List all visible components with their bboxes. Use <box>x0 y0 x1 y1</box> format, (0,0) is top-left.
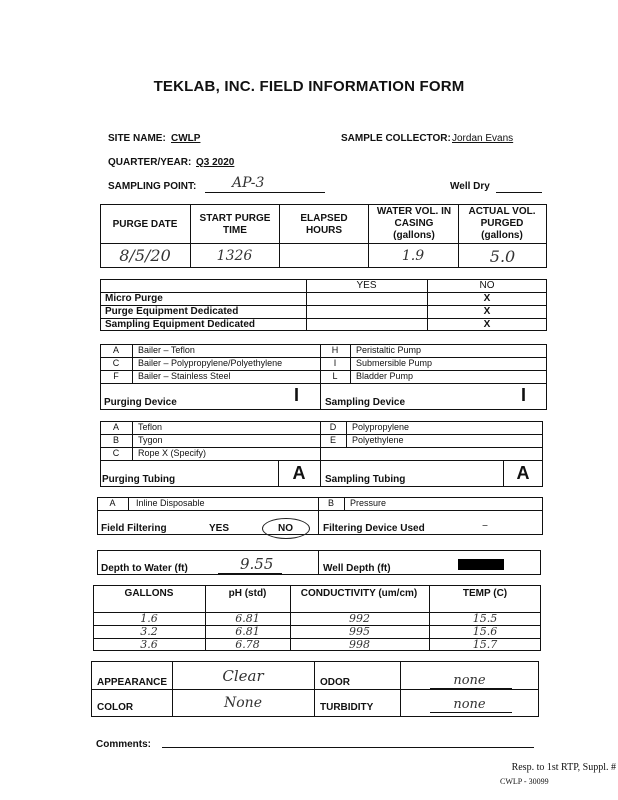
sampling-point-label: SAMPLING POINT: <box>108 181 197 192</box>
footer-line-1: Resp. to 1st RTP, Suppl. # <box>511 762 616 773</box>
device-code-divider-left <box>132 344 133 383</box>
readings-cell: 6.81 <box>235 625 260 638</box>
readings-header-gallons: GALLONS <box>124 588 174 599</box>
sample-collector-label: SAMPLE COLLECTOR: <box>341 133 451 144</box>
device-code: C <box>112 358 120 368</box>
depth-to-water-value: 9.55 <box>240 555 274 573</box>
readings-cell: 1.6 <box>140 612 158 625</box>
filtering-code-divider-left <box>128 497 129 510</box>
purge-header-actual: ACTUAL VOL. PURGED (gallons) <box>468 206 536 241</box>
readings-cell: 3.2 <box>140 625 158 638</box>
sampling-device-label: Sampling Device <box>325 397 406 408</box>
readings-cell: 995 <box>349 625 370 638</box>
purge-header-start: START PURGE TIME <box>199 213 271 236</box>
odor-value: none <box>453 673 486 688</box>
readings-cell: 6.81 <box>235 612 260 625</box>
filter-option-b-code: B <box>327 498 334 508</box>
sampling-tubing-label: Sampling Tubing <box>325 474 406 485</box>
device-name: Submersible Pump <box>356 358 433 368</box>
device-name: Bailer – Stainless Steel <box>138 371 231 381</box>
readings-header-temp: TEMP (C) <box>462 588 508 599</box>
turbidity-value: none <box>453 697 486 712</box>
tubing-code-divider-left <box>132 421 133 460</box>
tubing-name: Polyethylene <box>352 435 404 445</box>
device-code-divider-right <box>350 344 351 383</box>
filter-option-a-code: A <box>109 498 116 508</box>
observations-row-divider <box>91 689 539 690</box>
device-code: A <box>112 345 119 355</box>
purge-table-divider <box>100 243 547 244</box>
observations-col-divider-2 <box>314 661 315 717</box>
well-dry-label: Well Dry <box>450 181 490 192</box>
tubing-name: Rope X (Specify) <box>138 448 207 458</box>
filter-option-b-name: Pressure <box>350 498 387 508</box>
purge-header-elapsed: ELAPSED HOURS <box>300 213 348 236</box>
device-code: H <box>331 345 339 355</box>
purging-tubing-label: Purging Tubing <box>102 474 176 485</box>
sampling-point-line <box>205 192 325 193</box>
micro-row-no: X <box>483 319 491 330</box>
purge-col-divider-2 <box>279 204 280 268</box>
purging-device-label: Purging Device <box>104 397 177 408</box>
depth-mid-divider <box>318 550 319 575</box>
comments-line <box>162 747 534 748</box>
micro-row-no: X <box>483 306 491 317</box>
device-name: Peristaltic Pump <box>356 345 422 355</box>
filtering-code-divider-right <box>344 497 345 510</box>
odor-label: ODOR <box>320 677 350 688</box>
appearance-label: APPEARANCE <box>97 677 168 688</box>
tubing-code: B <box>112 435 119 445</box>
depth-to-water-line <box>218 573 282 574</box>
device-row-divider-3 <box>100 383 547 384</box>
tubing-code: D <box>329 422 337 432</box>
field-filtering-label: Field Filtering <box>101 523 167 534</box>
well-depth-label: Well Depth (ft) <box>323 563 391 574</box>
filtering-row-divider <box>97 510 543 511</box>
odor-line <box>430 688 512 689</box>
field-filtering-yes: YES <box>209 523 230 534</box>
tubing-name: Tygon <box>138 435 163 445</box>
micro-row-no: X <box>483 293 491 304</box>
form-title: TEKLAB, INC. FIELD INFORMATION FORM <box>153 78 465 95</box>
depth-to-water-label: Depth to Water (ft) <box>101 563 188 574</box>
device-code: I <box>333 358 337 368</box>
quarter-year-label: QUARTER/YEAR: <box>108 157 192 168</box>
appearance-value: Clear <box>222 667 264 685</box>
micro-no-header: NO <box>479 280 495 291</box>
readings-cell: 3.6 <box>140 638 158 651</box>
purge-actual-value: 5.0 <box>489 247 516 266</box>
site-name-label: SITE NAME: <box>108 133 166 144</box>
sample-collector-value: Jordan Evans <box>452 133 514 144</box>
readings-cell: 998 <box>349 638 370 651</box>
footer-line-2: CWLP - 30099 <box>500 777 549 786</box>
tubing-code: E <box>329 435 336 445</box>
tubing-name: Teflon <box>138 422 163 432</box>
readings-header-conductivity: CONDUCTIVITY (um/cm) <box>300 588 418 599</box>
readings-cell: 15.6 <box>472 625 498 638</box>
purge-date-value: 8/5/20 <box>119 246 171 265</box>
purge-water-value: 1.9 <box>401 248 425 264</box>
micro-row-label: Purge Equipment Dedicated <box>105 306 239 317</box>
readings-cell: 15.5 <box>472 612 498 625</box>
tubing-code-divider-right <box>346 421 347 447</box>
purging-tubing-value: A <box>292 463 306 483</box>
purge-header-water: WATER VOL. IN CASING (gallons) <box>376 206 452 241</box>
readings-cell: 6.78 <box>235 638 260 651</box>
sampling-point-value: AP-3 <box>232 175 265 191</box>
device-name: Bailer – Teflon <box>138 345 195 355</box>
device-code: F <box>113 371 119 381</box>
device-code: L <box>332 371 338 381</box>
micro-row-label: Micro Purge <box>105 293 163 304</box>
comments-label: Comments: <box>96 739 152 750</box>
readings-header-ph: pH (std) <box>228 588 267 599</box>
quarter-year-value: Q3 2020 <box>196 157 235 168</box>
well-dry-line <box>496 192 542 193</box>
tubing-code: C <box>112 448 120 458</box>
filtering-device-used-label: Filtering Device Used <box>323 523 425 534</box>
site-name-value: CWLP <box>171 133 201 144</box>
turbidity-label: TURBIDITY <box>320 702 374 713</box>
turbidity-line <box>430 712 512 713</box>
field-filtering-no: NO <box>278 523 293 534</box>
device-name: Bailer – Polypropylene/Polyethylene <box>138 358 283 368</box>
device-name: Bladder Pump <box>356 371 414 381</box>
tubing-row-divider-3 <box>100 460 543 461</box>
sampling-tubing-value: A <box>516 463 530 483</box>
sampling-device-value: I <box>521 385 527 405</box>
readings-cell: 992 <box>349 612 370 625</box>
readings-cell: 15.7 <box>472 638 498 651</box>
micro-row-label: Sampling Equipment Dedicated <box>105 319 256 330</box>
color-label: COLOR <box>97 702 134 713</box>
purge-header-date: PURGE DATE <box>112 219 178 230</box>
color-value: None <box>224 695 262 711</box>
filtering-device-used-value: – <box>482 518 488 532</box>
tubing-code: A <box>112 422 119 432</box>
well-depth-redaction <box>458 559 504 570</box>
purging-device-value: I <box>294 385 300 405</box>
filter-option-a-name: Inline Disposable <box>136 498 205 508</box>
tubing-name: Polypropylene <box>352 422 410 432</box>
micro-yes-header: YES <box>356 280 377 291</box>
purge-start-value: 1326 <box>216 248 253 264</box>
